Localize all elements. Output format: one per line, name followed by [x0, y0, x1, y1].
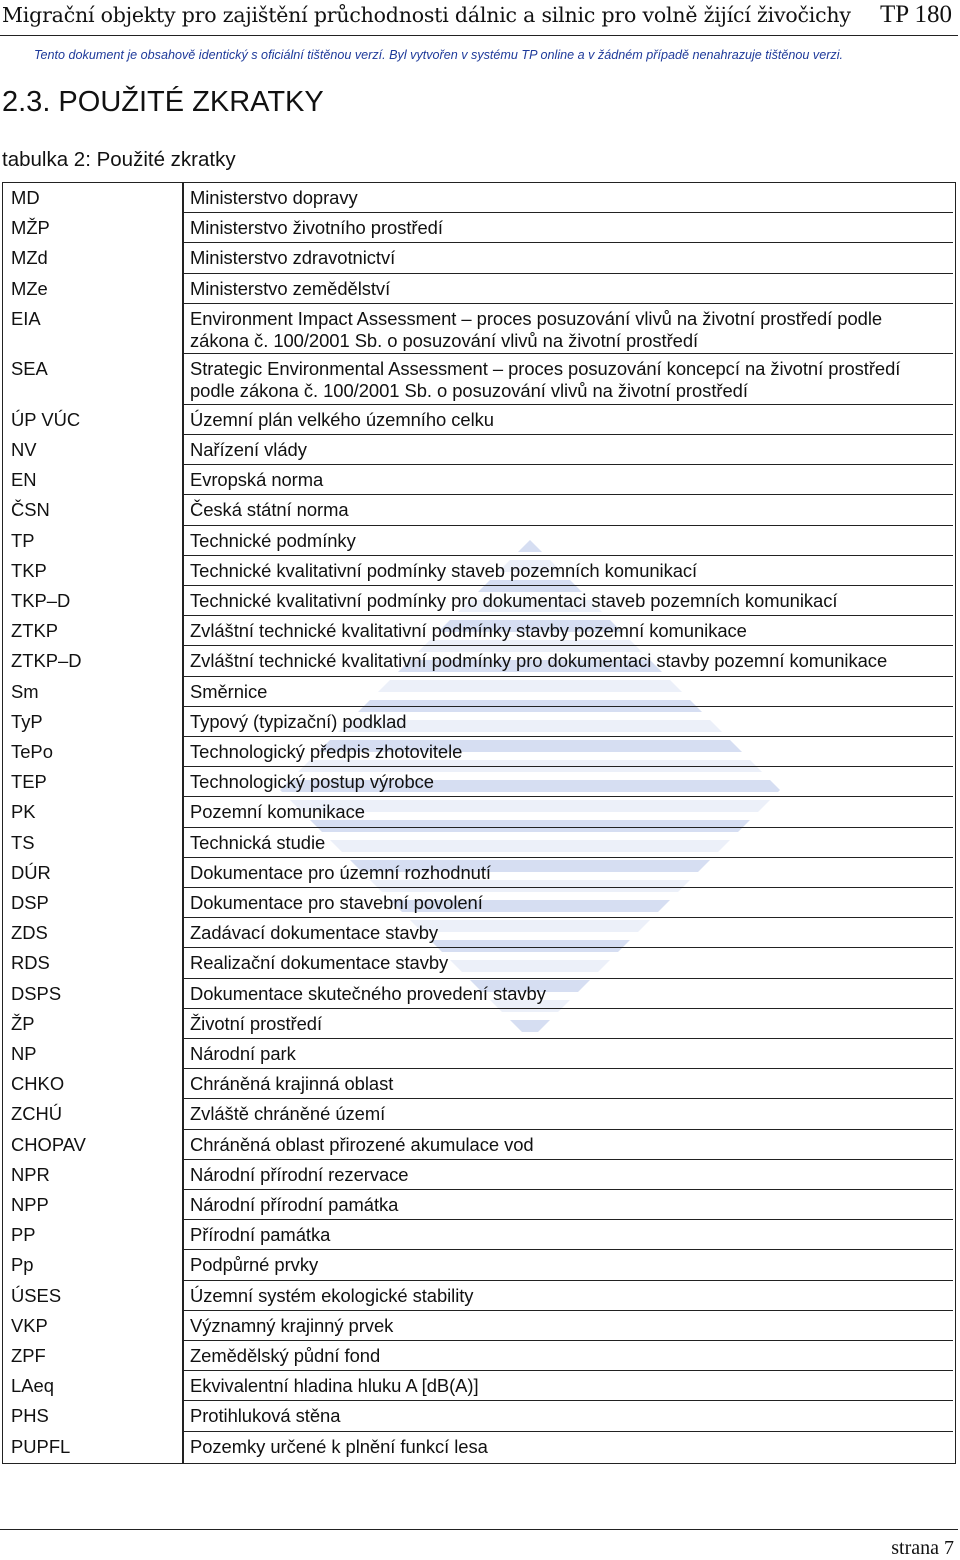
header-divider	[0, 35, 958, 36]
table-row	[3, 354, 953, 405]
table-row	[3, 1039, 953, 1069]
meaning-cell: Územní plán velkého územního celku	[190, 408, 494, 430]
official-version-notice: Tento dokument je obsahově identický s oficiální tištěnou verzí. Byl vytvořen v systému TP online a v žádném případě nenahrazuje tištěnou verzi.	[34, 48, 843, 62]
abbreviation-cell: NV	[11, 439, 37, 460]
table-row	[3, 405, 953, 435]
meaning-cell: Zadávací dokumentace stavby	[190, 922, 439, 944]
meaning-cell: Přírodní památka	[190, 1224, 331, 1246]
abbreviation-cell: TKP	[11, 559, 47, 581]
abbreviation-cell: TEP	[11, 771, 47, 793]
abbreviation-cell: SEA	[11, 358, 48, 380]
table-row	[3, 918, 953, 948]
abbreviation-cell: PHS	[11, 1405, 49, 1427]
table-row	[3, 465, 953, 495]
meaning-cell: Ministerstvo dopravy	[190, 187, 358, 208]
abbreviation-cell: DSP	[11, 892, 49, 913]
abbreviation-cell: TKP–D	[11, 590, 71, 611]
meaning-cell: Technické kvalitativní podmínky pro dokumentaci staveb pozemních komunikací	[190, 590, 838, 611]
table-row	[3, 243, 953, 273]
table-row	[3, 767, 953, 797]
table-caption: tabulka 2: Použité zkratky	[2, 148, 236, 171]
page-header	[0, 0, 960, 40]
abbreviation-cell: ZPF	[11, 1345, 46, 1366]
table-row	[3, 1220, 953, 1250]
table-row	[3, 979, 953, 1009]
meaning-cell: Strategic Environmental Assessment – proces posuzování koncepcí na životní prostředí podle zákona č. 100/2001 Sb. o posuzování vlivů na životní prostředí	[190, 358, 901, 402]
abbreviation-cell: PUPFL	[11, 1435, 71, 1457]
abbreviation-cell: PK	[11, 801, 36, 823]
meaning-cell: Ministerstvo zdravotnictví	[190, 247, 396, 269]
abbreviation-cell: VKP	[11, 1314, 48, 1336]
table-row	[3, 737, 953, 767]
table-row	[3, 1160, 953, 1190]
abbreviation-cell: TyP	[11, 710, 43, 732]
meaning-cell: Typový (typizační) podklad	[190, 710, 407, 732]
table-row	[3, 586, 953, 616]
meaning-cell: Technologický postup výrobce	[190, 771, 434, 793]
table-row	[3, 304, 953, 355]
meaning-cell: Ministerstvo zemědělství	[190, 277, 391, 299]
abbreviation-cell: EIA	[11, 307, 41, 329]
abbreviation-cell: ZCHÚ	[11, 1103, 63, 1125]
abbreviation-cell: ŽP	[11, 1012, 35, 1034]
table-row	[3, 616, 953, 646]
table-row	[3, 828, 953, 858]
table-row	[3, 1069, 953, 1099]
table-row	[3, 556, 953, 586]
meaning-cell: Zemědělský půdní fond	[190, 1345, 381, 1366]
meaning-cell: Pozemní komunikace	[190, 801, 365, 823]
abbreviation-cell: LAeq	[11, 1375, 54, 1397]
table-row	[3, 1190, 953, 1220]
table-row	[3, 1130, 953, 1160]
table-row	[3, 495, 953, 525]
table-row	[3, 1432, 953, 1462]
table-row	[3, 1311, 953, 1341]
abbreviation-cell: ČSN	[11, 499, 50, 521]
meaning-cell: Národní přírodní památka	[190, 1194, 399, 1215]
document-title: Migrační objekty pro zajištění průchodnosti dálnic a silnic pro volně žijící živočichy	[2, 3, 851, 27]
meaning-cell: Chráněná krajinná oblast	[190, 1073, 394, 1095]
meaning-cell: Dokumentace pro stavební povolení	[190, 892, 483, 913]
table-row	[3, 797, 953, 827]
table-row	[3, 213, 953, 243]
abbreviation-cell: TP	[11, 529, 35, 551]
abbreviation-cell: ÚSES	[11, 1284, 62, 1306]
meaning-cell: Národní přírodní rezervace	[190, 1163, 409, 1185]
meaning-cell: Zvláště chráněné území	[190, 1103, 386, 1125]
meaning-cell: Technologický předpis zhotovitele	[190, 741, 463, 762]
abbreviation-cell: RDS	[11, 952, 50, 974]
meaning-cell: Realizační dokumentace stavby	[190, 952, 449, 974]
abbreviation-cell: NP	[11, 1043, 37, 1064]
abbreviation-cell: MZe	[11, 277, 48, 299]
meaning-cell: Životní prostředí	[190, 1012, 323, 1034]
table-row	[3, 677, 953, 707]
meaning-cell: Pozemky určené k plnění funkcí lesa	[190, 1435, 488, 1457]
meaning-cell: Územní systém ekologické stability	[190, 1284, 474, 1306]
abbreviation-cell: MD	[11, 187, 40, 208]
abbreviation-cell: ZTKP	[11, 620, 59, 642]
abbreviation-cell: ZDS	[11, 922, 48, 944]
meaning-cell: Významný krajinný prvek	[190, 1314, 394, 1336]
table-row	[3, 526, 953, 556]
meaning-cell: Nařízení vlády	[190, 439, 307, 460]
meaning-cell: Národní park	[190, 1043, 296, 1064]
meaning-cell: Technické podmínky	[190, 529, 356, 551]
table-row	[3, 1341, 953, 1371]
abbreviation-cell: DÚR	[11, 861, 51, 883]
abbreviation-cell: EN	[11, 469, 37, 491]
table-row	[3, 183, 953, 213]
abbreviation-cell: CHKO	[11, 1073, 65, 1095]
footer-divider	[0, 1529, 958, 1530]
abbreviation-cell: MŽP	[11, 217, 50, 239]
meaning-cell: Směrnice	[190, 680, 268, 702]
meaning-cell: Ministerstvo životního prostředí	[190, 217, 443, 239]
meaning-cell: Podpůrné prvky	[190, 1254, 319, 1276]
table-row	[3, 435, 953, 465]
meaning-cell: Ekvivalentní hladina hluku A [dB(A)]	[190, 1375, 479, 1397]
table-row	[3, 1401, 953, 1431]
page-number: strana 7	[891, 1537, 954, 1559]
abbreviation-cell: NPP	[11, 1194, 49, 1215]
abbreviation-cell: ÚP VÚC	[11, 408, 81, 430]
section-title: 2.3. POUŽITÉ ZKRATKY	[2, 86, 324, 118]
table-row	[3, 1009, 953, 1039]
document-code: TP 180	[880, 1, 952, 28]
table-row	[3, 1099, 953, 1129]
abbreviations-table	[2, 182, 956, 1464]
table-row	[3, 274, 953, 304]
table-row	[3, 948, 953, 978]
abbreviation-cell: NPR	[11, 1163, 50, 1185]
meaning-cell: Chráněná oblast přirozené akumulace vod	[190, 1133, 534, 1155]
meaning-cell: Protihluková stěna	[190, 1405, 341, 1427]
meaning-cell: Česká státní norma	[190, 499, 349, 521]
abbreviation-cell: CHOPAV	[11, 1133, 86, 1155]
table-row	[3, 646, 953, 676]
meaning-cell: Environment Impact Assessment – proces posuzování vlivů na životní prostředí podle zákona č. 100/2001 Sb. o posuzování vlivů na životní prostředí	[190, 307, 883, 351]
meaning-cell: Zvláštní technické kvalitativní podmínky pro dokumentaci stavby pozemní komunikace	[190, 650, 888, 672]
abbreviation-cell: ZTKP–D	[11, 650, 82, 672]
table-row	[3, 707, 953, 737]
table-row	[3, 888, 953, 918]
table-row	[3, 1371, 953, 1401]
meaning-cell: Dokumentace skutečného provedení stavby	[190, 982, 546, 1004]
meaning-cell: Dokumentace pro územní rozhodnutí	[190, 861, 491, 883]
abbreviation-cell: MZd	[11, 247, 48, 269]
meaning-cell: Evropská norma	[190, 469, 324, 491]
abbreviation-cell: Sm	[11, 680, 39, 702]
abbreviation-cell: TePo	[11, 741, 53, 762]
abbreviation-cell: Pp	[11, 1254, 34, 1276]
table-row	[3, 1250, 953, 1280]
meaning-cell: Zvláštní technické kvalitativní podmínky stavby pozemní komunikace	[190, 620, 747, 642]
abbreviation-cell: PP	[11, 1224, 36, 1246]
table-row	[3, 858, 953, 888]
meaning-cell: Technická studie	[190, 831, 326, 853]
meaning-cell: Technické kvalitativní podmínky staveb pozemních komunikací	[190, 559, 698, 581]
abbreviation-cell: TS	[11, 831, 35, 853]
abbreviation-cell: DSPS	[11, 982, 62, 1004]
table-row	[3, 1281, 953, 1311]
